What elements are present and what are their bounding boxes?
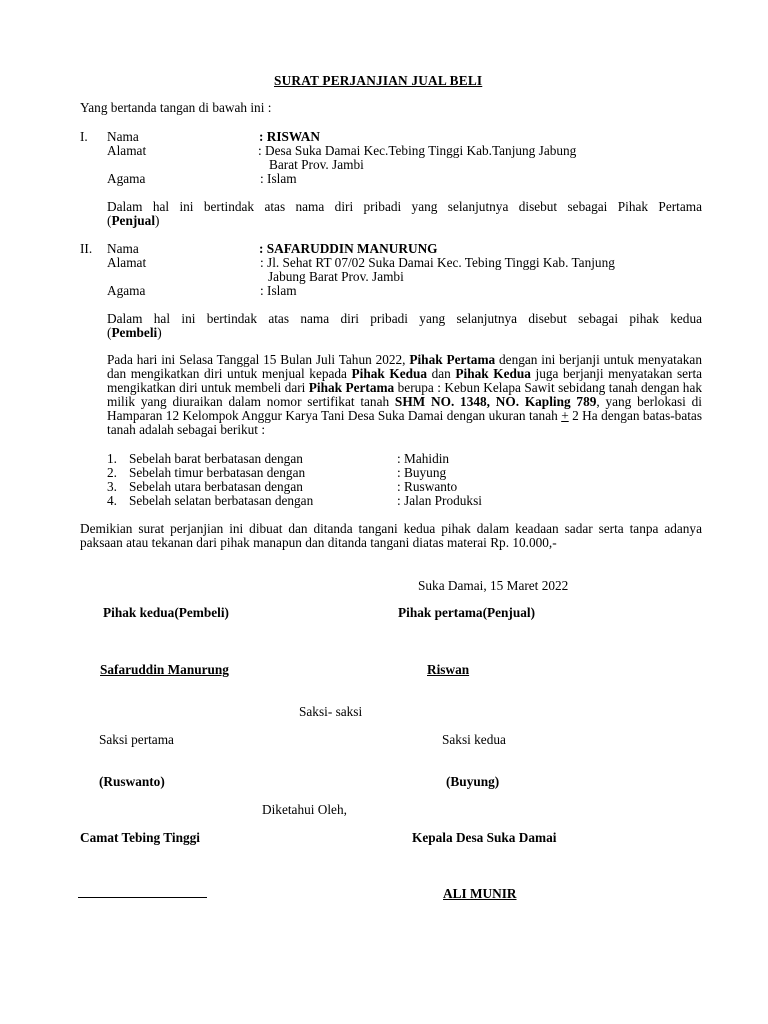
boundary-number: 3. <box>107 479 117 494</box>
boundary-number: 1. <box>107 451 117 466</box>
boundary-number: 2. <box>107 465 117 480</box>
party2-religion-label: Agama <box>107 283 146 298</box>
party2-numeral: II. <box>80 241 93 256</box>
boundary-label: Sebelah selatan berbatasan dengan <box>129 493 314 508</box>
party2-address-line1: : Jl. Sehat RT 07/02 Suka Damai Kec. Tebing Tinggi Kab. Tanjung <box>260 255 615 270</box>
official1-title: Camat Tebing Tinggi <box>80 830 200 845</box>
official2-title: Kepala Desa Suka Damai <box>412 830 557 845</box>
boundary-value: : Ruswanto <box>397 479 458 494</box>
party2-statement: Dalam hal ini bertindak atas nama diri pribadi yang selanjutnya disebut sebagai pihak kedua <box>107 311 702 326</box>
boundary-label: Sebelah utara berbatasan dengan <box>129 479 303 494</box>
party1-address-line2: Barat Prov. Jambi <box>269 157 364 172</box>
party1-religion-label: Agama <box>107 171 146 186</box>
buyer-label: Pihak kedua(Pembeli) <box>103 605 229 620</box>
boundary-label: Sebelah barat berbatasan dengan <box>129 451 303 466</box>
boundary-label: Sebelah timur berbatasan dengan <box>129 465 306 480</box>
buyer-name: Safaruddin Manurung <box>100 662 229 677</box>
party1-role: (Penjual) <box>107 213 160 228</box>
official1-signature-line <box>78 897 207 898</box>
witness2-label: Saksi kedua <box>442 732 506 747</box>
boundary-number: 4. <box>107 493 117 508</box>
seller-label: Pihak pertama(Penjual) <box>398 605 536 620</box>
witnesses-title: Saksi- saksi <box>299 704 363 719</box>
party1-religion-value: : Islam <box>260 171 297 186</box>
party1-address-line1: : Desa Suka Damai Kec.Tebing Tinggi Kab.Tanjung Jabung <box>258 143 577 158</box>
witness2-name: (Buyung) <box>446 774 500 789</box>
document-title: SURAT PERJANJIAN JUAL BELI <box>274 73 483 88</box>
party1-statement: Dalam hal ini bertindak atas nama diri pribadi yang selanjutnya disebut sebagai Pihak Pertama <box>107 199 702 214</box>
party2-address-line2: Jabung Barat Prov. Jambi <box>268 269 404 284</box>
boundary-value: : Jalan Produksi <box>397 493 482 508</box>
witness1-name: (Ruswanto) <box>99 774 165 789</box>
party1-address-label: Alamat <box>107 143 147 158</box>
party2-address-label: Alamat <box>107 255 147 270</box>
place-date: Suka Damai, 15 Maret 2022 <box>418 578 569 593</box>
party2-name-value: : SAFARUDDIN MANURUNG <box>259 241 438 256</box>
boundary-value: : Mahidin <box>397 451 450 466</box>
boundary-value: : Buyung <box>397 465 447 480</box>
party1-numeral: I. <box>80 129 88 144</box>
closing-paragraph: Demikian surat perjanjian ini dibuat dan ditanda tangani kedua pihak dalam keadaan sadar serta tanpa adanya paksaan atau tekanan dari pihak manapun dan ditanda tangani diatas materai Rp. 10.000,- <box>80 521 702 550</box>
intro-text: Yang bertanda tangan di bawah ini : <box>80 100 272 115</box>
party2-role: (Pembeli) <box>107 325 162 340</box>
party1-name-value: : RISWAN <box>259 129 320 144</box>
party2-name-label: Nama <box>107 241 139 256</box>
party2-religion-value: : Islam <box>260 283 297 298</box>
acknowledged-by: Diketahui Oleh, <box>262 802 347 817</box>
party1-name-label: Nama <box>107 129 139 144</box>
seller-name: Riswan <box>427 662 470 677</box>
agreement-paragraph: Pada hari ini Selasa Tanggal 15 Bulan Juli Tahun 2022, Pihak Pertama dengan ini berjanji untuk menyatakan dan mengikatkan diri untuk menjual kepada Pihak Kedua dan Pihak Kedua juga berjanji menyatakan serta mengikatkan diri untuk membeli dari Pihak Pertama berupa : Kebun Kelapa Sawit sebidang tanah dengan hak milik yang diuraikan dalam nomor sertifikat tanah SHM NO. 1348, NO. Kapling 789, yang berlokasi di Hamparan 12 Kelompok Anggur Karya Tani Desa Suka Damai dengan ukuran tanah + 2 Ha dengan batas-batas tanah adalah sebagai berikut : <box>107 352 703 437</box>
witness1-label: Saksi pertama <box>99 732 174 747</box>
official2-name: ALI MUNIR <box>443 886 517 901</box>
